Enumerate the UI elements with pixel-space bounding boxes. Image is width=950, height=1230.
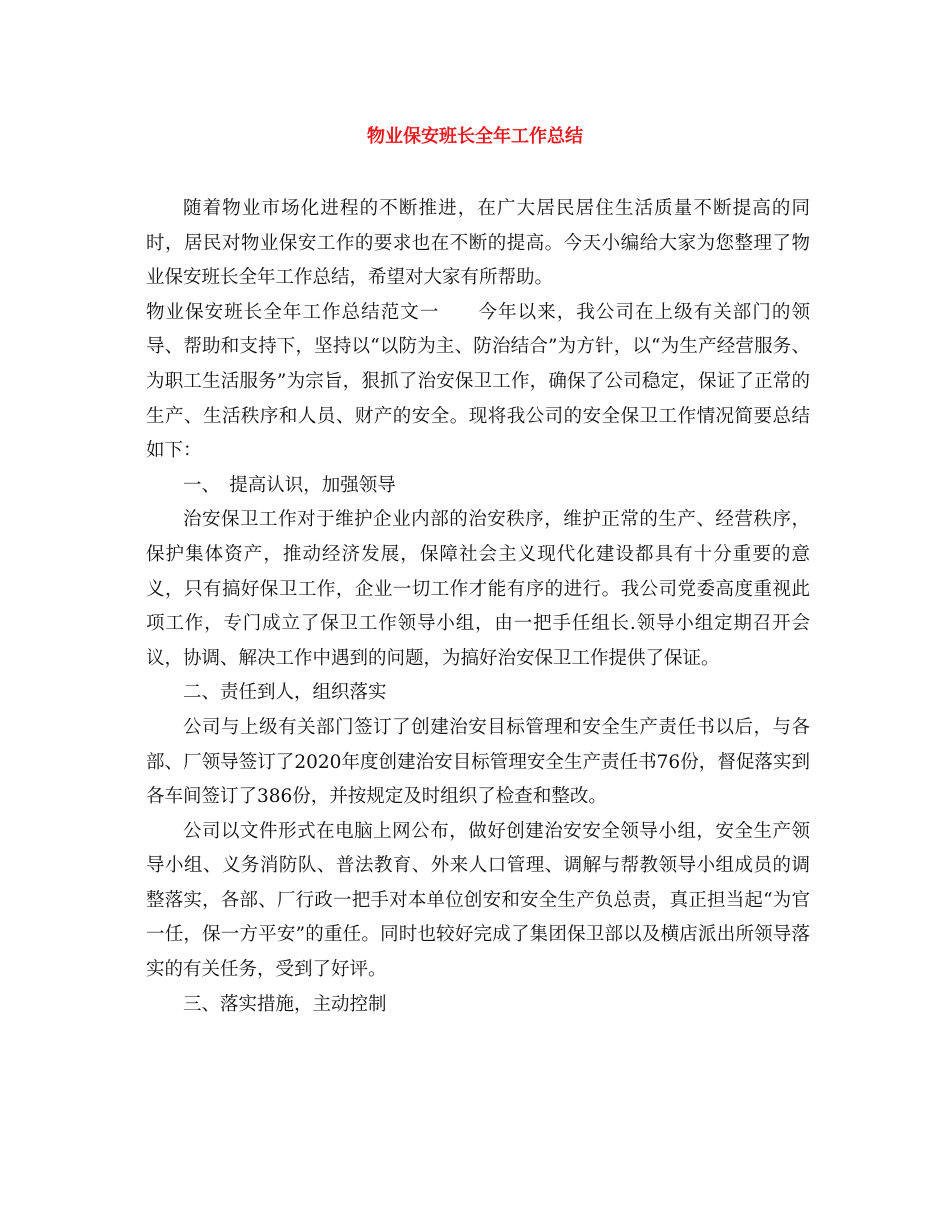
section-heading-1: 一、 提高认识，加强领导: [183, 474, 396, 496]
section-heading-3: 三、落实措施，主动控制: [183, 993, 387, 1015]
paragraph-section-1: 治安保卫工作对于维护企业内部的治安秩序，维护正常的生产、经营秩序，保护集体资产，推动经济发展，保障社会主义现代化建设都具有十分重要的意义，只有搞好保卫工作，企业一切工作才能有序的进行。我公司党委高度重视此项工作，专门成立了保卫工作领导小组，由一把手任组长.领导小组定期召开会议，协调、解决工作中遇到的问题，为搞好治安保卫工作提供了保证。: [146, 509, 810, 669]
paragraph-section-2a: 公司与上级有关部门签订了创建治安目标管理和安全生产责任书以后，与各部、厂领导签订了2020年度创建治安目标管理安全生产责任书76份，督促落实到各车间签订了386份，并按规定及时组织了检查和整改。: [146, 716, 810, 808]
section-heading-2: 二、责任到人，组织落实: [183, 682, 387, 704]
document-title: 物业保安班长全年工作总结: [367, 126, 583, 147]
paragraph-sample-one: 物业保安班长全年工作总结范文一 今年以来，我公司在上级有关部门的领导、帮助和支持下，坚持以“以防为主、防治结合”为方针，以“为生产经营服务、为职工生活服务”为宗旨，狠抓了治安保卫工作，确保了公司稳定，保证了正常的生产、生活秩序和人员、财产的安全。现将我公司的安全保卫工作情况简要总结如下：: [146, 301, 810, 462]
paragraph-section-2b: 公司以文件形式在电脑上网公布，做好创建治安安全领导小组，安全生产领导小组、义务消防队、普法教育、外来人口管理、调解与帮教领导小组成员的调整落实，各部、厂行政一把手对本单位创安和安全生产负总责，真正担当起“为官一任，保一方平安”的重任。同时也较好完成了集团保卫部以及横店派出所领导落实的有关任务，受到了好评。: [146, 820, 810, 981]
document-body: [146, 192, 810, 1022]
paragraph-intro: 随着物业市场化进程的不断推进，在广大居民居住生活质量不断提高的同时，居民对物业保安工作的要求也在不断的提高。今天小编给大家为您整理了物业保安班长全年工作总结，希望对大家有所帮助。: [146, 198, 810, 289]
